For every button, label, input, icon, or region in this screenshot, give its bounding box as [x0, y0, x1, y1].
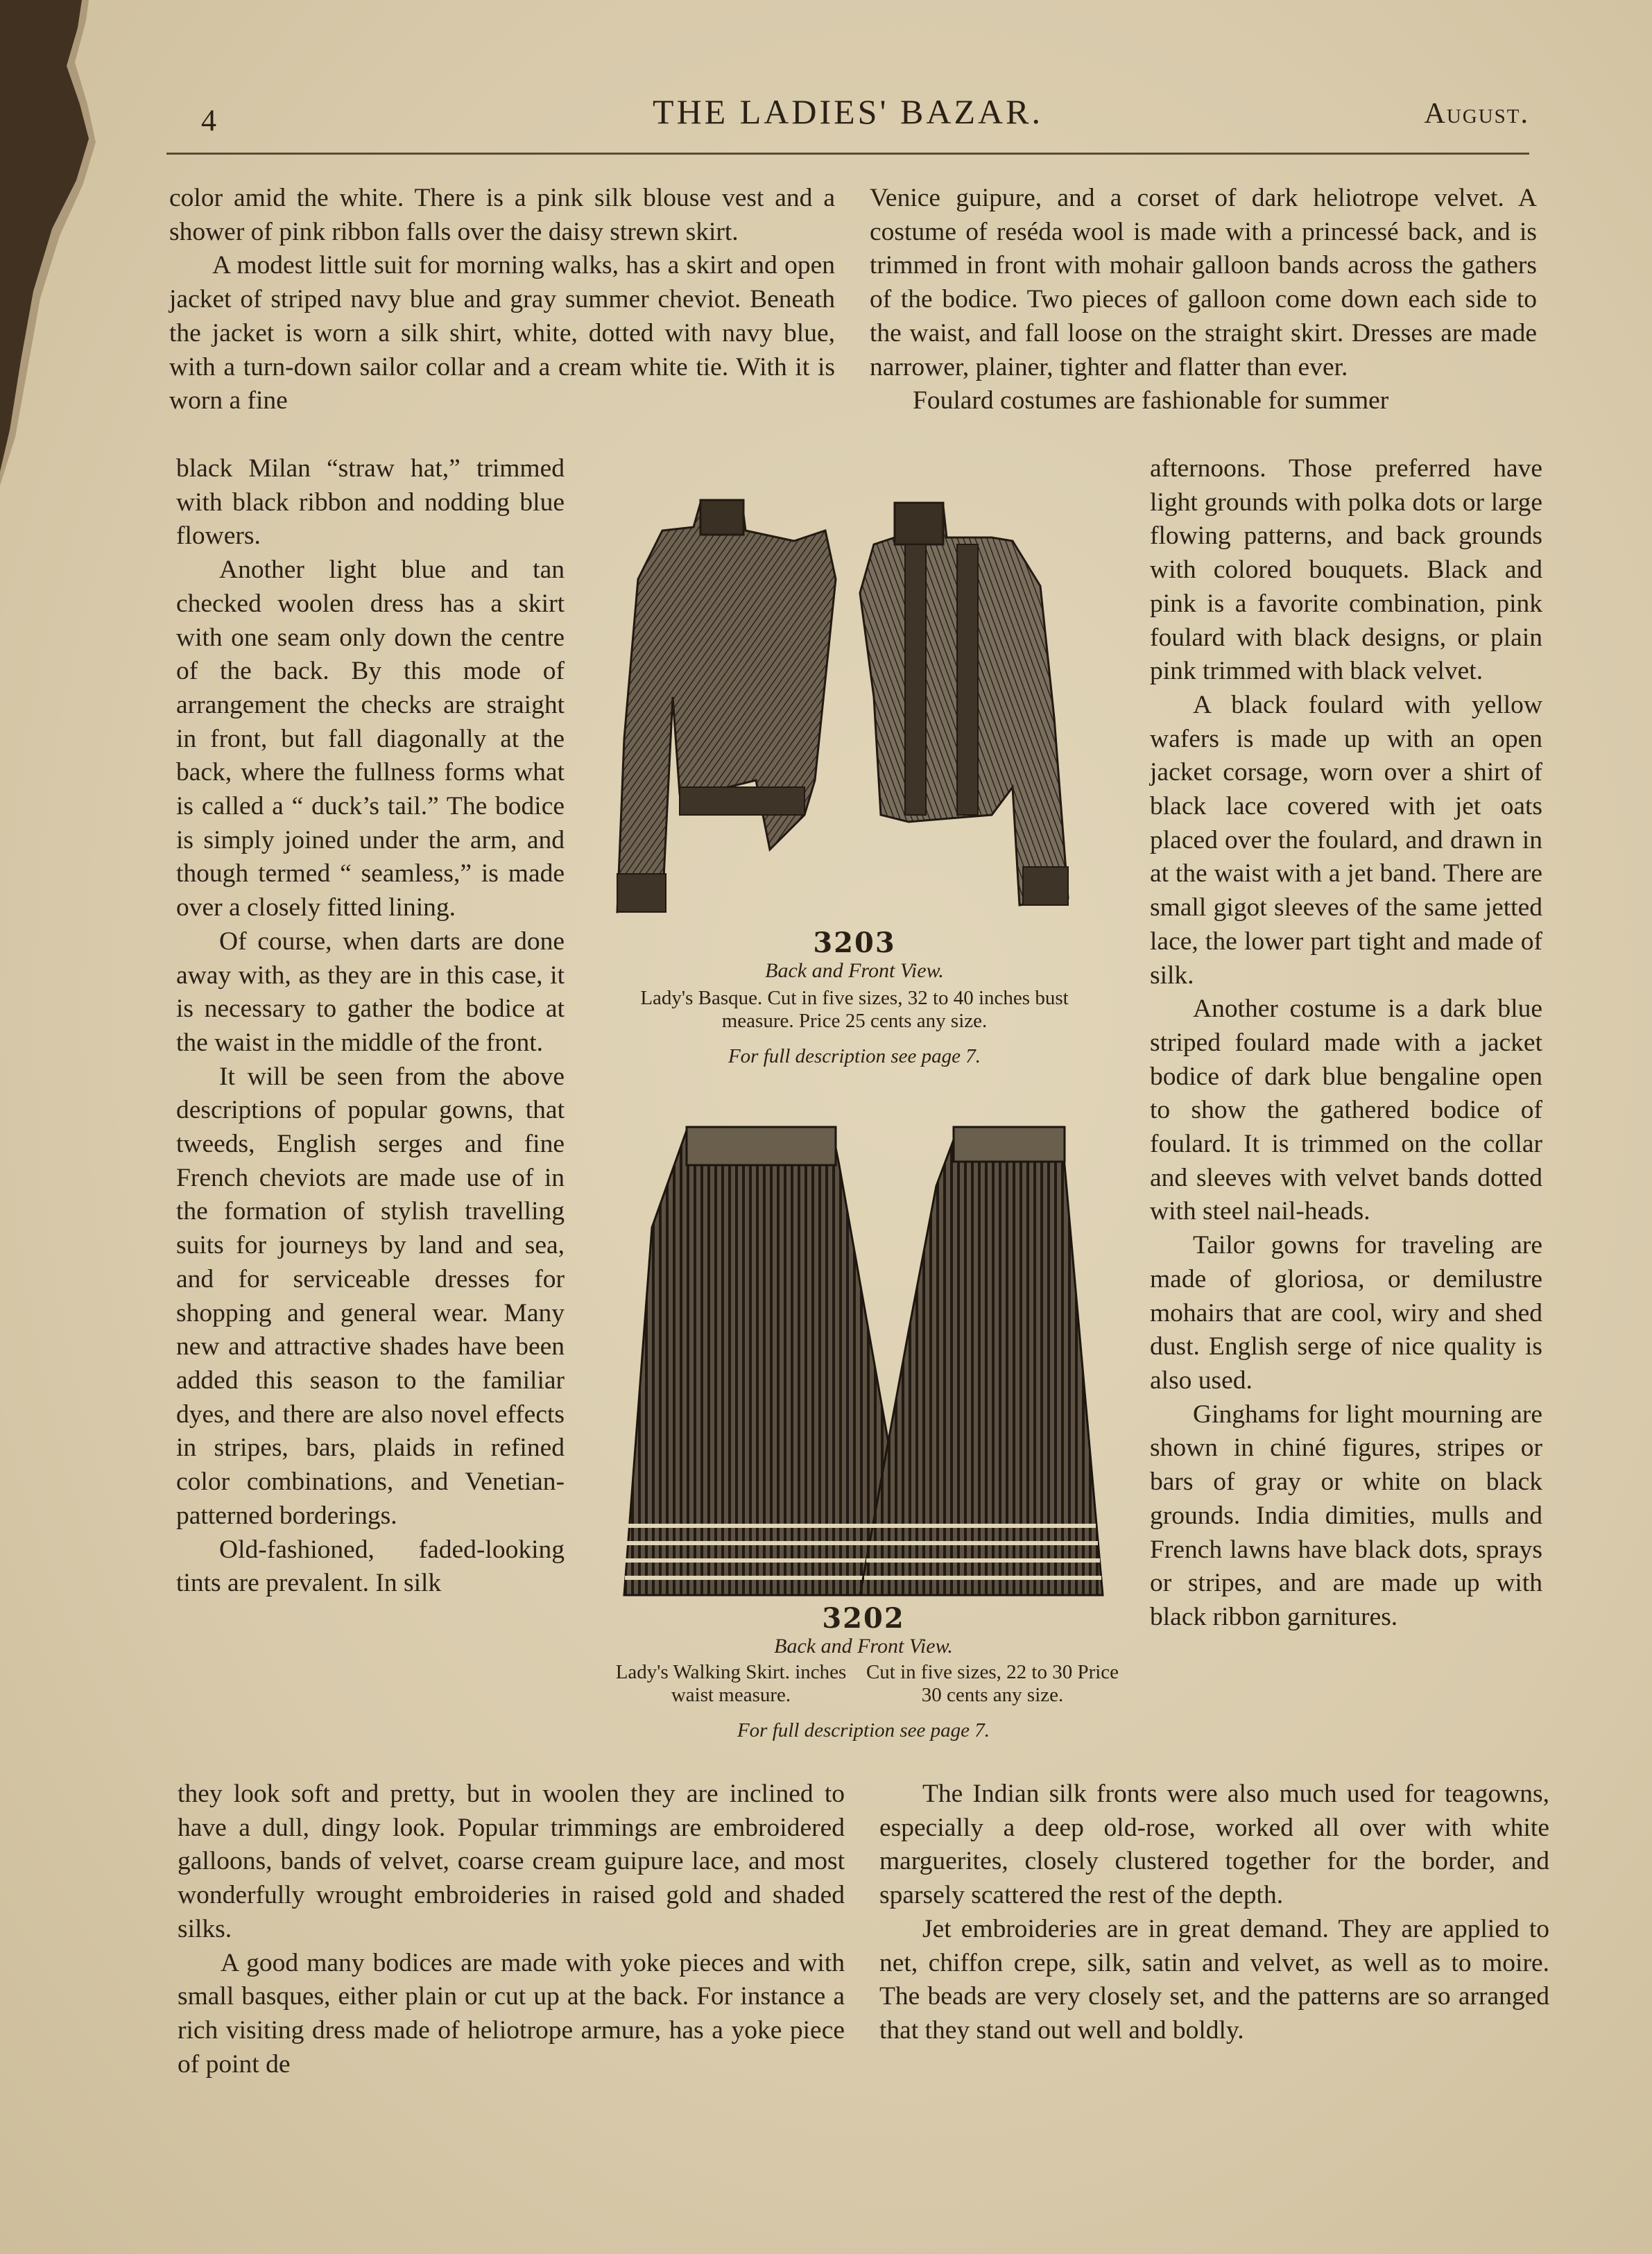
figure-reference: For full description see page 7.	[728, 1045, 981, 1067]
figure-reference: For full description see page 7.	[737, 1719, 990, 1741]
paragraph: Another light blue and tan checked woolen dress has a skirt with one seam only down the centre of the back. By this mode of arrangement the checks are straight in front, but fall diagonally at the back, where the fullness forms what is called a “ duck’s tail.” The bodice is simply joined under the arm, and though termed “ seamless,” is made over a closely fitted lining.	[176, 556, 565, 922]
figure-number: 3203	[813, 927, 896, 959]
running-title: THE LADIES' BAZAR.	[653, 92, 1043, 131]
figure-description-right: Cut in five sizes, 22 to 30 Price 30 cents any size.	[866, 1661, 1119, 1706]
skirt-illustration	[610, 1124, 1110, 1609]
page-header	[166, 92, 1529, 137]
paragraph: The Indian silk fronts were also much used for teagowns, especially a deep old-rose, worked all over with white marguerites, closely clustered together for the border, and sparsely scattered the rest of the depth.	[879, 1780, 1549, 1910]
issue-month: August.	[1424, 98, 1529, 130]
paragraph: Venice guipure, and a corset of dark heliotrope velvet. A costume of reséda wool is made with a princessé back, and is trimmed in front with mohair galloon bands across the gathers of the bodice. Two pieces of galloon come down each side to the waist, and fall loose on the straight skirt. Dresses are made narrower, plainer, tighter and flatter than ever.	[870, 184, 1537, 381]
figure-3203-caption	[598, 927, 1111, 1068]
paragraph: A black foulard with yellow wafers is made up with an open jacket corsage, worn over a shirt of black lace covered with jet oats placed over the foulard, and drawn in at the waist with a jet band. There are small gigot sleeves of the same jetted lace, the lower part tight and made of silk.	[1150, 690, 1542, 990]
paragraph: Ginghams for light mourning are shown in chiné figures, stripes or bars of gray or white on black grounds. India dimities, mulls and French lawns have black dots, sprays or stripes, and are made up with black ribbon garnitures.	[1150, 1400, 1542, 1631]
paragraph: A modest little suit for morning walks, has a skirt and open jacket of striped navy blue and gray summer cheviot. Beneath the jacket is worn a silk shirt, white, dotted with navy blue, with a turn-down sailor collar and a cream white tie. With it is worn a fine	[169, 251, 835, 415]
figure-number: 3202	[822, 1602, 905, 1635]
basque-illustration	[596, 489, 1110, 919]
figure-description	[606, 1661, 1121, 1707]
figure-3202-caption	[596, 1602, 1130, 1742]
burnt-edge-stain	[0, 0, 104, 485]
paragraph: Tailor gowns for traveling are made of gloriosa, or demilustre mohairs that are cool, wiry and shed dust. English serge of nice quality is also used.	[1150, 1231, 1542, 1395]
paragraph: Another costume is a dark blue striped foulard made with a jacket bodice of dark blue bengaline open to show the gathered bodice of foulard. It is trimmed on the collar and sleeves with velvet bands dotted with steel nail-heads.	[1150, 995, 1542, 1226]
figure-view-label: Back and Front View.	[765, 959, 944, 982]
paragraph: Old-fashioned, faded-looking tints are prevalent. In silk	[176, 1535, 565, 1598]
paragraph: Foulard costumes are fashionable for summer	[913, 386, 1389, 415]
left-column-narrow	[176, 452, 565, 1601]
header-rule	[166, 153, 1529, 155]
right-column-bottom	[879, 1778, 1549, 2048]
right-column-top	[870, 182, 1537, 418]
paragraph: afternoons. Those preferred have light grounds with polka dots or large flowing patterns, and back grounds with colored bouquets. Black and pink is a favorite combination, pink foulard with black designs, or plain pink trimmed with black velvet.	[1150, 454, 1542, 686]
paragraph: It will be seen from the above descriptions of popular gowns, that tweeds, English serges and fine French cheviots are made use of in the formation of stylish travelling suits for journeys by land and sea, and for serviceable dresses for shopping and general wear. Many new and attractive shades have been added this season to the familiar dyes, and there are also novel effects in stripes, bars, plaids in refined color combinations, and Venetian-patterned borderings.	[176, 1062, 565, 1530]
paragraph: Jet embroideries are in great demand. They are applied to net, chiffon crepe, silk, satin and velvet, as well as to moire. The beads are very closely set, and the patterns are so arranged that they stand out well and boldly.	[879, 1914, 1549, 2045]
figure-view-label: Back and Front View.	[774, 1635, 953, 1658]
right-column-narrow	[1150, 452, 1542, 1635]
paragraph: black Milan “straw hat,” trimmed with black ribbon and nodding blue flowers.	[176, 454, 565, 551]
left-column-bottom	[178, 1778, 845, 2081]
paragraph: color amid the white. There is a pink silk blouse vest and a shower of pink ribbon falls over the daisy strewn skirt.	[169, 184, 835, 246]
paragraph: A good many bodices are made with yoke pieces and with small basques, either plain or cut up at the back. For instance a rich visiting dress made of heliotrope armure, has a yoke piece of point de	[178, 1948, 845, 2079]
figure-description: Lady's Basque. Cut in five sizes, 32 to 40 inches bust measure. Price 25 cents any size.	[640, 987, 1069, 1032]
paragraph: Of course, when darts are done away with, as they are in this case, it is necessary to gather the bodice at the waist in the middle of the front.	[176, 927, 565, 1057]
left-column-top	[169, 182, 835, 418]
paragraph: they look soft and pretty, but in woolen they are inclined to have a dull, dingy look. Popular trimmings are embroidered galloons, bands of velvet, coarse cream guipure lace, and most wonderfully wrought embroideries in raised gold and shaded silks.	[178, 1780, 845, 1943]
page-number: 4	[201, 103, 216, 137]
figure-description-left: Lady's Walking Skirt. inches waist measure.	[615, 1661, 847, 1706]
